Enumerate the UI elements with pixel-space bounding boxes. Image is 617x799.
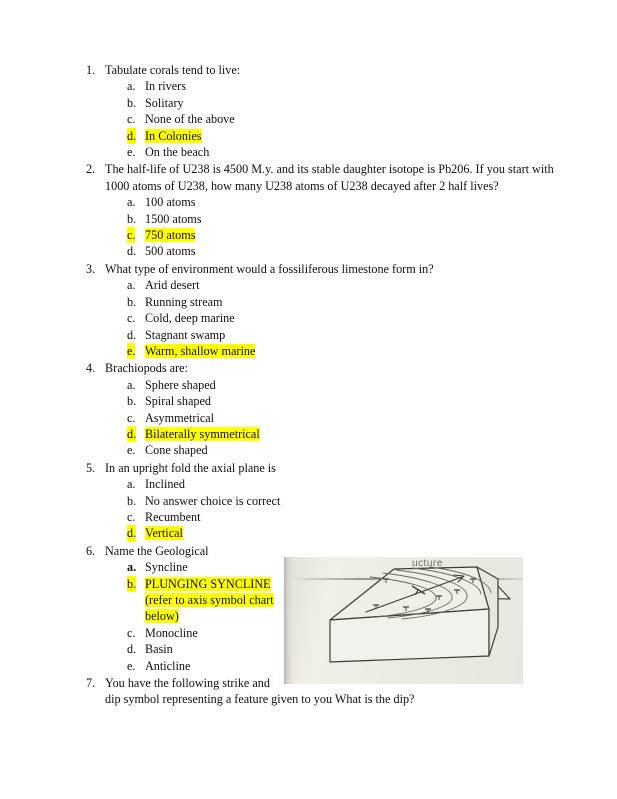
question-header	[86, 360, 556, 376]
option-text: In rivers	[145, 79, 186, 94]
question-text: The half-life of U238 is 4500 M.y. and its stable daughter isotope is Pb206. If you start with 1000 atoms of U238, how many U238 atoms of U238 decayed after 2 half lives?	[105, 162, 554, 193]
option-text: Sphere shaped	[145, 377, 216, 392]
option-letter: c.	[127, 509, 136, 524]
option-item[interactable]	[86, 327, 556, 343]
option-item-highlighted[interactable]	[86, 343, 556, 359]
question-item	[86, 161, 556, 259]
option-letter: c.	[127, 228, 136, 243]
option-letter: e.	[127, 443, 136, 458]
option-letter: c.	[127, 311, 136, 326]
option-letter: b.	[127, 576, 137, 591]
option-item[interactable]	[86, 393, 556, 409]
question-number: 3.	[86, 261, 96, 276]
option-text: Monocline	[145, 625, 198, 640]
question-text: Tabulate corals tend to live:	[105, 63, 241, 77]
option-letter: b.	[127, 493, 137, 508]
option-item[interactable]	[86, 493, 556, 509]
option-letter: e.	[127, 658, 136, 673]
option-item-highlighted[interactable]	[86, 525, 556, 541]
option-item[interactable]	[86, 211, 556, 227]
option-item[interactable]	[86, 144, 556, 160]
option-item[interactable]	[86, 658, 282, 674]
option-item[interactable]	[86, 442, 556, 458]
question-number: 2.	[86, 162, 96, 177]
option-list	[86, 277, 556, 359]
question-text: In an upright fold the axial plane is	[105, 460, 276, 475]
option-item[interactable]	[86, 625, 282, 641]
question-item	[86, 62, 556, 160]
option-text: None of the above	[145, 112, 235, 127]
option-letter: a.	[127, 278, 136, 293]
option-text: Cold, deep marine	[145, 311, 235, 326]
option-item[interactable]	[86, 476, 556, 492]
option-letter: d.	[127, 128, 137, 143]
geological-block-diagram-figure	[284, 557, 523, 684]
option-text: On the beach	[145, 145, 210, 160]
question-header	[86, 62, 556, 78]
option-item-highlighted[interactable]	[86, 426, 556, 442]
option-text: Cone shaped	[145, 443, 208, 458]
question-header	[86, 460, 556, 476]
option-list	[86, 78, 556, 160]
option-text: Asymmetrical	[145, 410, 215, 425]
option-text: Stagnant swamp	[145, 327, 226, 342]
option-text: Basin	[145, 642, 173, 657]
option-letter: d.	[127, 526, 137, 541]
question-text: Name the Geological	[105, 543, 209, 558]
option-text: Running stream	[145, 294, 223, 309]
question-number: 4.	[86, 361, 96, 376]
option-text: PLUNGING SYNCLINE (refer to axis symbol chart below)	[145, 576, 274, 624]
option-item[interactable]	[86, 641, 282, 657]
question-number: 1.	[86, 63, 96, 77]
option-text: No answer choice is correct	[145, 493, 281, 508]
option-item[interactable]	[86, 559, 282, 575]
option-letter: e.	[127, 145, 136, 160]
option-item[interactable]	[86, 377, 556, 393]
block-diagram-drawing	[284, 557, 523, 684]
option-text: Recumbent	[145, 509, 201, 524]
option-item[interactable]	[86, 95, 556, 111]
option-letter: e.	[127, 343, 136, 358]
option-text: Arid desert	[145, 278, 200, 293]
option-letter: a.	[127, 79, 136, 94]
option-text: 1500 atoms	[145, 211, 202, 226]
question-item	[86, 460, 556, 542]
question-item	[86, 360, 556, 458]
option-letter: b.	[127, 211, 137, 226]
option-item[interactable]	[86, 243, 556, 259]
question-item	[86, 261, 556, 359]
option-text: Warm, shallow marine	[145, 343, 256, 358]
question-text: Brachiopods are:	[105, 361, 188, 376]
question-text-line-2: dip symbol representing a feature given to you What is the dip?	[105, 692, 415, 707]
question-header	[86, 161, 556, 194]
question-number: 6.	[86, 543, 96, 558]
option-letter: b.	[127, 95, 137, 110]
option-text: In Colonies	[145, 128, 202, 143]
option-text: Spiral shaped	[145, 394, 212, 409]
question-header	[86, 261, 556, 277]
option-text: 750 atoms	[145, 228, 196, 243]
option-letter: c.	[127, 112, 136, 127]
option-letter: d.	[127, 426, 137, 441]
option-list	[86, 476, 556, 542]
question-text-line-1: You have the following strike and	[105, 676, 270, 691]
option-letter: c.	[127, 625, 136, 640]
option-letter: b.	[127, 394, 137, 409]
option-list	[86, 559, 282, 674]
option-list	[86, 194, 556, 260]
option-item[interactable]	[86, 294, 556, 310]
figure-caption-fragment: ucture	[412, 558, 443, 568]
option-item-highlighted[interactable]	[86, 576, 282, 625]
option-item[interactable]	[86, 277, 556, 293]
option-item[interactable]	[86, 78, 556, 94]
option-text: Anticline	[145, 658, 191, 673]
option-letter: a.	[127, 195, 136, 210]
option-item-highlighted[interactable]	[86, 128, 556, 144]
option-letter: c.	[127, 410, 136, 425]
option-text: Bilaterally symmetrical	[145, 426, 260, 441]
question-number: 5.	[86, 460, 96, 475]
option-item[interactable]	[86, 509, 556, 525]
option-item[interactable]	[86, 111, 556, 127]
option-list	[86, 377, 556, 459]
option-text: Syncline	[145, 560, 188, 575]
option-letter: d.	[127, 327, 137, 342]
option-item[interactable]	[86, 194, 556, 210]
option-letter: a.	[127, 560, 137, 575]
option-letter: a.	[127, 377, 136, 392]
option-text: 500 atoms	[145, 244, 196, 259]
option-text: Solitary	[145, 95, 184, 110]
option-text: Vertical	[145, 526, 183, 541]
option-letter: a.	[127, 477, 136, 492]
option-letter: d.	[127, 244, 137, 259]
option-text: Inclined	[145, 477, 185, 492]
question-text: What type of environment would a fossiliferous limestone form in?	[105, 261, 434, 276]
option-text: 100 atoms	[145, 195, 196, 210]
option-item-highlighted[interactable]	[86, 227, 556, 243]
option-letter: d.	[127, 642, 137, 657]
question-number: 7.	[86, 676, 96, 691]
option-item[interactable]	[86, 410, 556, 426]
option-letter: b.	[127, 294, 137, 309]
option-item[interactable]	[86, 310, 556, 326]
